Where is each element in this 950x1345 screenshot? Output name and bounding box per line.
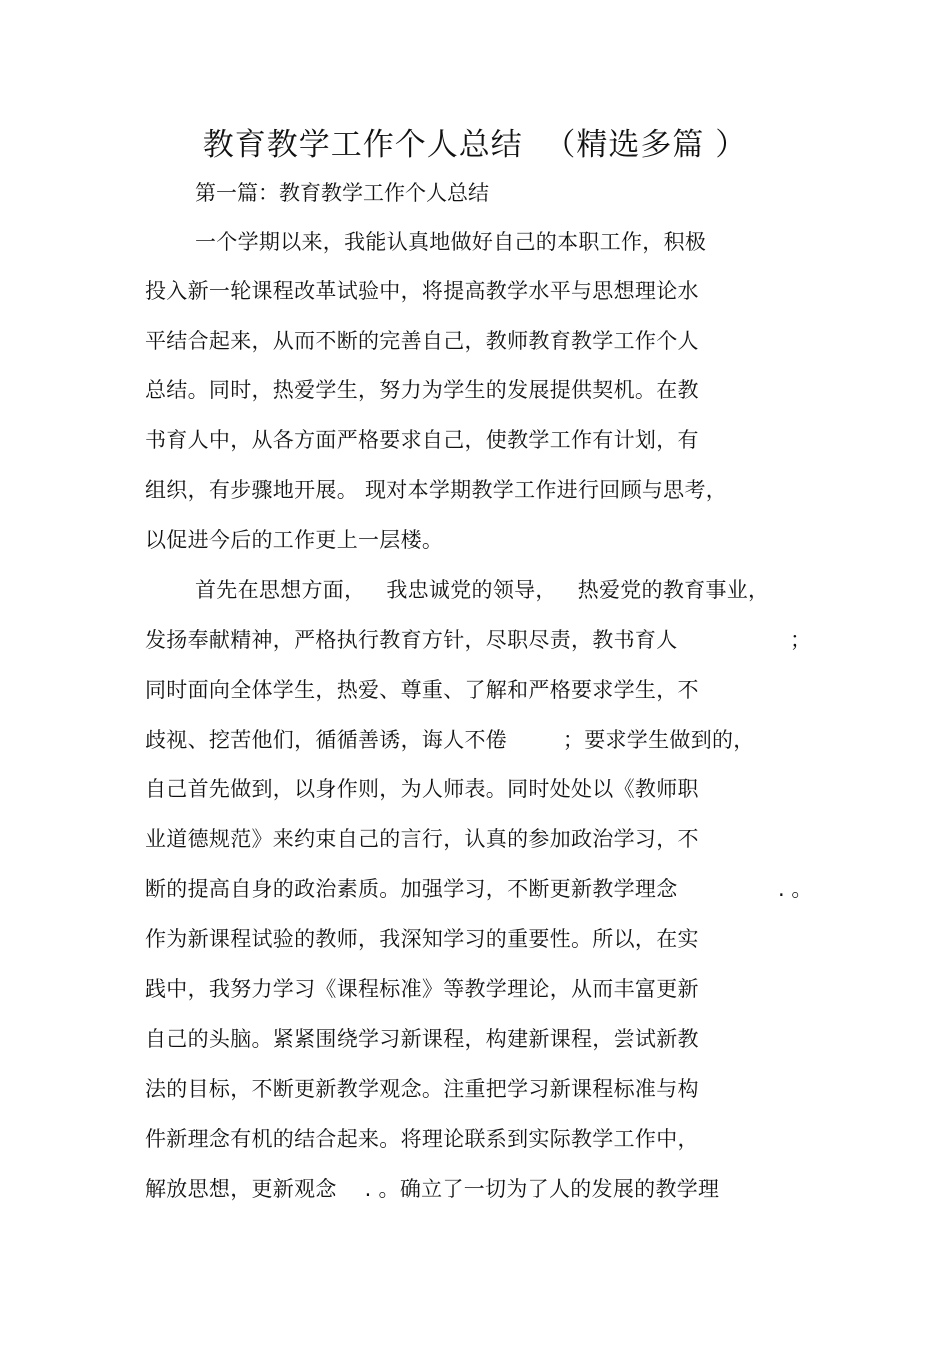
text-line: 作为新课程试验的教师，我深知学习的重要性。所以，在实 <box>145 927 699 951</box>
text-line: 件新理念有机的结合起来。将理论联系到实际教学工作中， <box>145 1127 699 1151</box>
text-line: 践中，我努力学习《课程标准》等教学理论，从而丰富更新 <box>145 977 699 1001</box>
text-line: 首先在思想方面， 我忠诚党的领导， 热爱党的教育事业， <box>195 578 770 602</box>
text-line: 业道德规范》来约束自己的言行，认真的参加政治学习，不 <box>145 827 699 851</box>
text-line: 总结。同时，热爱学生，努力为学生的发展提供契机。在教 <box>145 378 699 402</box>
text-line-tail: ； <box>790 628 811 652</box>
text-line-tail: . 。 <box>778 877 813 901</box>
text-line: 解放思想，更新观念 . 。确立了一切为了人的发展的教学理 <box>145 1177 720 1201</box>
text-line: 投入新一轮课程改革试验中，将提高教学水平与思想理论水 <box>145 279 699 303</box>
text-line: 书育人中，从各方面严格要求自己，使教学工作有计划，有 <box>145 428 699 452</box>
text-line: 自己的头脑。紧紧围绕学习新课程，构建新课程，尝试新教 <box>145 1027 699 1051</box>
text-line: 断的提高自身的政治素质。加强学习，不断更新教学理念 <box>145 877 678 901</box>
text-line: 一个学期以来，我能认真地做好自己的本职工作，积极 <box>195 230 707 254</box>
section-heading: 第一篇：教育教学工作个人总结 <box>195 181 489 205</box>
text-line: 平结合起来，从而不断的完善自己，教师教育教学工作个人 <box>145 329 699 353</box>
text-line: 组织，有步骤地开展。 现对本学期教学工作进行回顾与思考， <box>145 478 728 502</box>
text-line: 自己首先做到，以身作则，为人师表。同时处处以《教师职 <box>145 777 699 801</box>
document-title: 教育教学工作个人总结 （精选多篇 ） <box>202 127 748 163</box>
text-line: 以促进今后的工作更上一层楼。 <box>145 528 444 552</box>
text-line: 歧视、挖苦他们，循循善诱，诲人不倦 ；要求学生做到的， <box>145 728 755 752</box>
text-line: 发扬奉献精神，严格执行教育方针，尽职尽责，教书育人 <box>145 628 678 652</box>
text-line: 同时面向全体学生，热爱、尊重、了解和严格要求学生，不 <box>145 678 699 702</box>
text-line: 法的目标，不断更新教学观念。注重把学习新课程标准与构 <box>145 1077 699 1101</box>
